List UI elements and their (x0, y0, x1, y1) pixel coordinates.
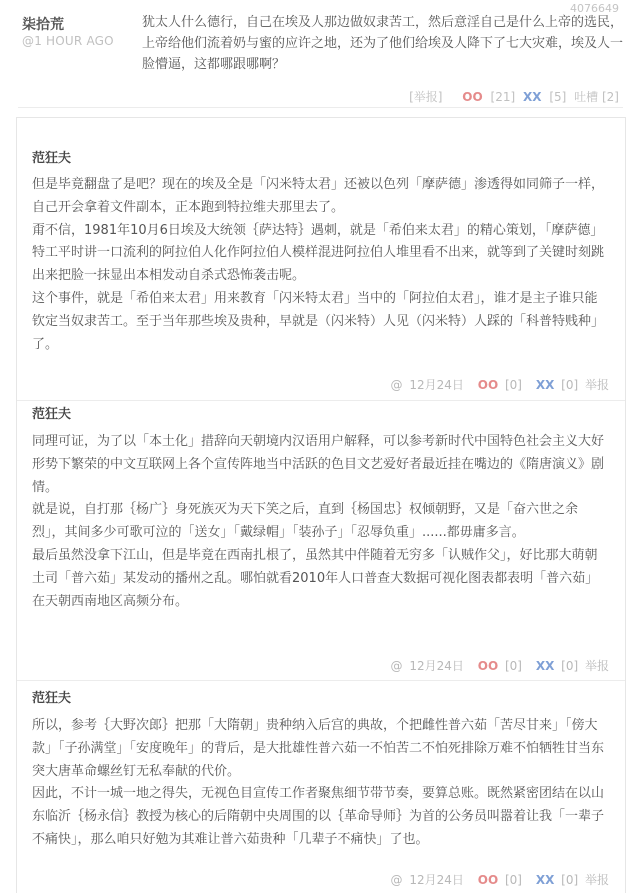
comment-date: 12月24日 (409, 378, 464, 392)
comment-author[interactable]: 范狂夫 (32, 151, 72, 166)
clock-icon: @ (390, 659, 403, 673)
xx-button[interactable]: XX (523, 90, 542, 104)
oo-count: [0] (504, 873, 522, 887)
comments-panel (16, 117, 626, 893)
comment (17, 400, 625, 680)
comment-footer (388, 657, 609, 674)
xx-button[interactable]: XX (535, 378, 555, 392)
comment (17, 118, 625, 400)
comment-paragraph: 所以，参考｛大野次郎｝把那「大隋朝」贵种纳入后宫的典故，个把雌性普六茹「苦尽甘来」「傍大款」「子孙满堂」「安度晚年」的背后，是大批雄性普六茹一不怕苦二不怕死排除万难不怕牺牲甘当东突大唐革命螺丝钉无私奉献的代价。 (32, 718, 605, 779)
post (0, 0, 641, 110)
xx-count: [0] (561, 378, 579, 392)
oo-count: [0] (504, 378, 522, 392)
post-time: @1 HOUR AGO (22, 34, 114, 48)
xx-button[interactable]: XX (535, 873, 555, 887)
report-link[interactable]: 举报 (584, 873, 609, 887)
post-id: 4076649 (570, 2, 619, 15)
clock-icon: @ (390, 873, 403, 887)
divider (18, 107, 623, 108)
comment-paragraph: 同理可证，为了以「本土化」措辞向天朝境内汉语用户解释，可以参考新时代中国特色社会主义大好形势下繁荣的中文互联网上各个宣传阵地当中活跃的色目文艺爱好者最近挂在嘴边的《隋唐演义》剧情。 (32, 434, 605, 495)
comment-paragraph: 但是毕竟翻盘了是吧？现在的埃及全是「闪米特太君」还被以色列「摩萨德」渗透得如同筛子一样，自己开会拿着文件副本，正本跑到特拉维夫那里去了。 (32, 177, 605, 215)
xx-button[interactable]: XX (535, 659, 555, 673)
comment-body (32, 174, 609, 356)
comment-footer (388, 376, 609, 393)
oo-button[interactable]: OO (462, 90, 483, 104)
report-link[interactable]: [举报] (409, 90, 443, 104)
post-author[interactable]: 柒拾荒 (22, 17, 64, 33)
comment-footer (388, 871, 609, 888)
oo-count: [21] (490, 90, 516, 104)
comment-author[interactable]: 范狂夫 (32, 407, 72, 422)
comment-paragraph: 就是说，自打那｛杨广｝身死族灭为天下笑之后，直到｛杨国忠｝权倾朝野，又是「奋六世之余烈」，其间多少可歌可泣的「送女」「戴绿帽」「装孙子」「忍辱负重」......都毋庸多言。 (32, 502, 579, 541)
clock-icon: @ (390, 378, 403, 392)
xx-count: [0] (561, 873, 579, 887)
report-link[interactable]: 举报 (584, 378, 609, 392)
comment-body (32, 431, 609, 613)
comment-date: 12月24日 (409, 659, 464, 673)
oo-count: [0] (504, 659, 522, 673)
oo-button[interactable]: OO (477, 659, 499, 673)
tucao-link[interactable]: 吐槽 [2] (574, 90, 619, 104)
post-footer (405, 88, 619, 105)
comment-paragraph: 这个事件，就是「希伯来太君」用来教育「闪米特太君」当中的「阿拉伯太君」，谁才是主子谁只能钦定当奴隶苦工。至于当年那些埃及贵种，早就是（闪米特）人见（闪米特）人踩的「科普特贱种」了。 (32, 290, 605, 352)
comment-paragraph: 最后虽然没拿下江山，但是毕竟在西南扎根了，虽然其中伴随着无穷多「认贼作父」，好比那大萌朝土司「普六茹」某发动的播州之乱。哪怕就看2010年人口普查大数据可视化图表都表明「普六茹」在天朝西南地区高频分布。 (32, 547, 599, 609)
comment-paragraph: 甭不信，1981年10月6日埃及大统领｛萨达特｝遇刺，就是「希伯来太君」的精心策划，「摩萨德」特工平时讲一口流利的阿拉伯人化作阿拉伯人模样混进阿拉伯人堆里看不出来，就等到了关键时刻跳出来把脸一抹显出本相发动自杀式恐怖袭击呢。 (32, 222, 605, 284)
comment-author[interactable]: 范狂夫 (32, 691, 72, 706)
post-text: 犹太人什么德行，自己在埃及人那边做奴隶苦工，然后意淫自己是什么上帝的选民，上帝给他们流着奶与蜜的应许之地，还为了他们给埃及人降下了七大灾难，埃及人一脸懵逼，这都哪跟哪啊？ (142, 15, 624, 72)
comment-paragraph: 因此，不计一城一地之得失，无视色目宣传工作者聚焦细节带节奏，要算总账。既然紧密团结在以山东临沂｛杨永信｝教授为核心的后隋朝中央周围的以｛革命导师｝为首的公务员叫嚣着让我「一辈子不痛快」，那么咱只好勉为其难让普六茹贵种「几辈子不痛快」了也。 (32, 786, 605, 847)
oo-button[interactable]: OO (477, 378, 499, 392)
oo-button[interactable]: OO (477, 873, 499, 887)
report-link[interactable]: 举报 (584, 659, 609, 673)
comment (17, 680, 625, 893)
xx-count: [0] (561, 659, 579, 673)
comment-body (32, 715, 609, 852)
xx-count: [5] (549, 90, 567, 104)
comment-date: 12月24日 (409, 873, 464, 887)
